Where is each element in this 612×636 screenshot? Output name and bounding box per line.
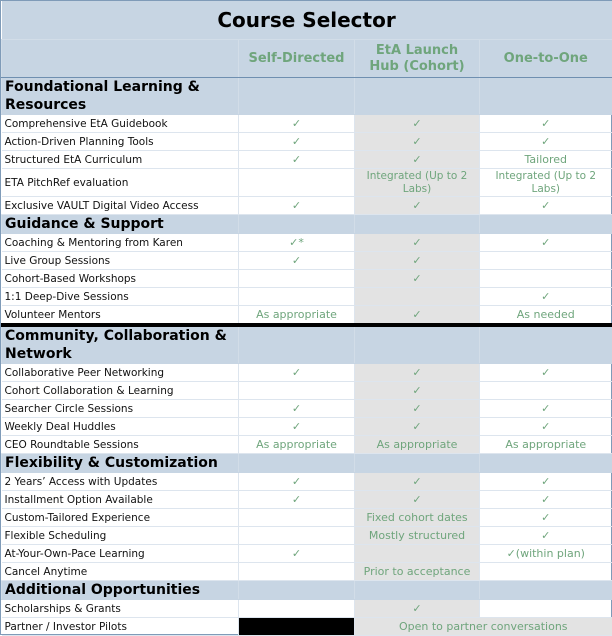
- column-header-row: [2, 40, 612, 78]
- cell-self-directed: As appropriate: [239, 436, 355, 454]
- cell-one-to-one: ✓: [480, 234, 612, 252]
- cell-cohort: ✓: [355, 400, 480, 418]
- table-row: [2, 473, 612, 491]
- cell-self-directed-redacted: [239, 618, 355, 636]
- cell-one-to-one: [480, 270, 612, 288]
- cell-cohort: ✓: [355, 151, 480, 169]
- section-header: [2, 215, 612, 234]
- cell-cohort: ✓: [355, 418, 480, 436]
- cell-self-directed: [239, 270, 355, 288]
- table-row: [2, 491, 612, 509]
- cell-self-directed: ✓: [239, 473, 355, 491]
- row-label: Weekly Deal Huddles: [2, 418, 239, 436]
- cell-self-directed: ✓: [239, 418, 355, 436]
- cell-cohort-one-to-one-merged: Open to partner conversations: [355, 618, 612, 636]
- table-row: [2, 234, 612, 252]
- cell-one-to-one: ✓: [480, 491, 612, 509]
- section-title: Flexibility & Customization: [2, 454, 239, 473]
- section-title: Foundational Learning & Resources: [2, 78, 239, 115]
- row-label: Action-Driven Planning Tools: [2, 133, 239, 151]
- table-row: [2, 364, 612, 382]
- cell-self-directed: [239, 563, 355, 581]
- table-row: [2, 382, 612, 400]
- section-header: [2, 325, 612, 364]
- cell-cohort: Prior to acceptance: [355, 563, 480, 581]
- row-label: CEO Roundtable Sessions: [2, 436, 239, 454]
- cell-one-to-one: ✓: [480, 133, 612, 151]
- page-title: Course Selector: [2, 1, 612, 40]
- cell-cohort: ✓: [355, 133, 480, 151]
- table-row: [2, 600, 612, 618]
- section-header: [2, 581, 612, 600]
- table-row: [2, 288, 612, 306]
- row-label: Cancel Anytime: [2, 563, 239, 581]
- row-label: Structured EtA Curriculum: [2, 151, 239, 169]
- cell-self-directed: ✓: [239, 400, 355, 418]
- row-label: Custom-Tailored Experience: [2, 509, 239, 527]
- title-row: [2, 1, 612, 40]
- cell-self-directed: ✓: [239, 364, 355, 382]
- cell-one-to-one: Integrated (Up to 2 Labs): [480, 169, 612, 197]
- table-row: [2, 618, 612, 636]
- row-label: Cohort-Based Workshops: [2, 270, 239, 288]
- row-label: Scholarships & Grants: [2, 600, 239, 618]
- cell-cohort: ✓: [355, 306, 480, 326]
- cell-self-directed: [239, 169, 355, 197]
- cell-self-directed: ✓: [239, 115, 355, 133]
- cell-self-directed: [239, 527, 355, 545]
- table-row: [2, 306, 612, 326]
- cell-cohort: ✓: [355, 491, 480, 509]
- cell-cohort: ✓: [355, 115, 480, 133]
- table-row: [2, 151, 612, 169]
- cell-one-to-one: ✓: [480, 527, 612, 545]
- cell-one-to-one: [480, 382, 612, 400]
- row-label: Partner / Investor Pilots: [2, 618, 239, 636]
- column-header-cohort: EtA Launch Hub (Cohort): [355, 40, 480, 78]
- section-title: Guidance & Support: [2, 215, 239, 234]
- table-row: [2, 436, 612, 454]
- row-label: Exclusive VAULT Digital Video Access: [2, 197, 239, 215]
- cell-one-to-one: As needed: [480, 306, 612, 326]
- section-title: Community, Collaboration & Network: [2, 325, 239, 364]
- row-label: Searcher Circle Sessions: [2, 400, 239, 418]
- cell-cohort: ✓: [355, 197, 480, 215]
- cell-cohort: [355, 288, 480, 306]
- cell-one-to-one: ✓: [480, 115, 612, 133]
- row-label: 1:1 Deep-Dive Sessions: [2, 288, 239, 306]
- cell-one-to-one: ✓: [480, 473, 612, 491]
- table-row: [2, 169, 612, 197]
- cell-self-directed: ✓: [239, 545, 355, 563]
- table-row: [2, 509, 612, 527]
- cell-self-directed: [239, 600, 355, 618]
- cell-cohort: ✓: [355, 252, 480, 270]
- cell-self-directed: [239, 382, 355, 400]
- cell-cohort: Mostly structured: [355, 527, 480, 545]
- table-row: [2, 563, 612, 581]
- row-label: Flexible Scheduling: [2, 527, 239, 545]
- cell-self-directed: ✓*: [239, 234, 355, 252]
- row-label: ETA PitchRef evaluation: [2, 169, 239, 197]
- table-row: [2, 133, 612, 151]
- cell-cohort: ✓: [355, 473, 480, 491]
- row-label: Live Group Sessions: [2, 252, 239, 270]
- comparison-table: [1, 1, 612, 636]
- cell-cohort: ✓: [355, 364, 480, 382]
- table-row: [2, 527, 612, 545]
- table-row: [2, 115, 612, 133]
- row-label: At-Your-Own-Pace Learning: [2, 545, 239, 563]
- column-header-self-directed: Self-Directed: [239, 40, 355, 78]
- cell-one-to-one: ✓: [480, 288, 612, 306]
- cell-one-to-one: ✓: [480, 418, 612, 436]
- cell-cohort: ✓: [355, 382, 480, 400]
- table-row: [2, 418, 612, 436]
- section-title: Additional Opportunities: [2, 581, 239, 600]
- cell-self-directed: ✓: [239, 133, 355, 151]
- cell-cohort: As appropriate: [355, 436, 480, 454]
- table-row: [2, 270, 612, 288]
- row-label: Installment Option Available: [2, 491, 239, 509]
- cell-one-to-one: [480, 563, 612, 581]
- cell-one-to-one: Tailored: [480, 151, 612, 169]
- row-label: 2 Years’ Access with Updates: [2, 473, 239, 491]
- section-header: [2, 454, 612, 473]
- cell-one-to-one: [480, 600, 612, 618]
- table-row: [2, 400, 612, 418]
- cell-self-directed: ✓: [239, 252, 355, 270]
- cell-self-directed: ✓: [239, 197, 355, 215]
- header-blank: [2, 40, 239, 78]
- cell-one-to-one: ✓: [480, 364, 612, 382]
- cell-one-to-one: ✓: [480, 197, 612, 215]
- row-label: Volunteer Mentors: [2, 306, 239, 326]
- column-header-one-to-one: One-to-One: [480, 40, 612, 78]
- cell-self-directed: [239, 509, 355, 527]
- cell-cohort: [355, 545, 480, 563]
- cell-cohort: ✓: [355, 600, 480, 618]
- table-row: [2, 252, 612, 270]
- row-label: Cohort Collaboration & Learning: [2, 382, 239, 400]
- cell-one-to-one: [480, 252, 612, 270]
- cell-self-directed: [239, 288, 355, 306]
- row-label: Coaching & Mentoring from Karen: [2, 234, 239, 252]
- cell-self-directed: As appropriate: [239, 306, 355, 326]
- cell-cohort: ✓: [355, 234, 480, 252]
- cell-self-directed: ✓: [239, 151, 355, 169]
- cell-one-to-one: ✓: [480, 509, 612, 527]
- cell-cohort: Fixed cohort dates: [355, 509, 480, 527]
- cell-one-to-one: ✓(within plan): [480, 545, 612, 563]
- table-row: [2, 197, 612, 215]
- cell-one-to-one: As appropriate: [480, 436, 612, 454]
- cell-one-to-one: ✓: [480, 400, 612, 418]
- cell-cohort: ✓: [355, 270, 480, 288]
- cell-self-directed: ✓: [239, 491, 355, 509]
- cell-cohort: Integrated (Up to 2 Labs): [355, 169, 480, 197]
- table-row: [2, 545, 612, 563]
- row-label: Collaborative Peer Networking: [2, 364, 239, 382]
- section-header: [2, 78, 612, 115]
- row-label: Comprehensive EtA Guidebook: [2, 115, 239, 133]
